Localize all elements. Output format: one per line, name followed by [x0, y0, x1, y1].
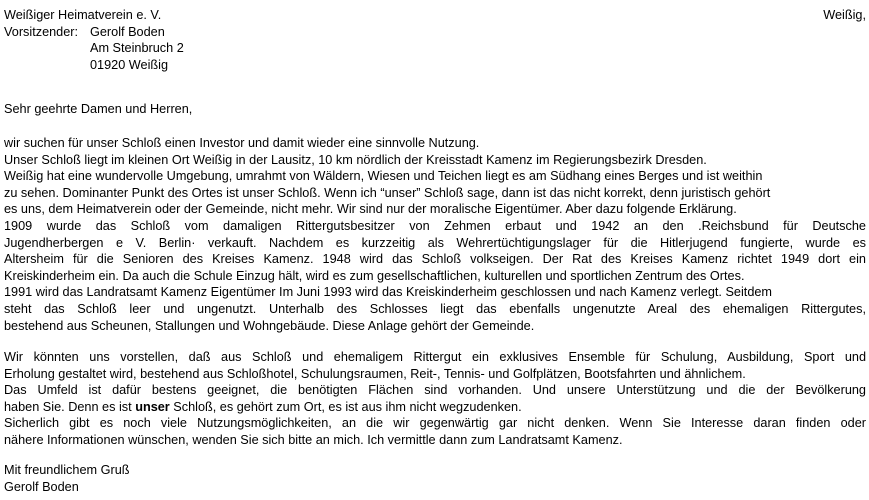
sender-address — [4, 8, 184, 74]
para1-line: wir suchen für unser Schloß einen Investor und damit wieder eine sinnvolle Nutzung. — [4, 136, 480, 150]
para1-line: 1991 wird das Landratsamt Kamenz Eigentümer Im Juni 1993 wird das Kreiskinderheim geschlossen und nach Kamenz verlegt. Seitdem — [4, 285, 772, 300]
para2-line: Wir könnten uns vorstellen, daß aus Schloß und ehemaligem Rittergut ein exklusives Ensemble für Schulung, Ausbildung, Sport und — [4, 350, 866, 364]
city: 01920 Weißig — [90, 57, 169, 72]
para1-line: bestehend aus Scheunen, Stallungen und Wohngebäude. Diese Anlage gehört der Gemeinde. — [4, 318, 535, 333]
chair-line — [4, 25, 184, 42]
para1-line: Kreiskinderheim ein. Da auch die Schule Einzug hält, wird es zum gesellschaftlichen, kulturellen und sportlichen Zentrum des Ortes. — [4, 268, 745, 283]
paragraph-proposal — [4, 349, 866, 449]
para1-line: 1909 wurde das Schloß vom damaligen Rittergutsbesitzer von Zehmen erbaut und 1942 an den .Reichsbund für Deutsche — [4, 218, 866, 233]
chair-label: Vorsitzender: — [4, 24, 79, 39]
para1-line: Altersheim für die Senioren des Kreises Kamenz. 1948 wird das Schloß volkseigen. Der Rat des Kreises Kamenz richtet 1949 dort ein — [4, 252, 866, 267]
para2-line: nähere Informationen wünschen, wenden Sie sich bitte an mich. Ich vermittle dann zum Landratsamt Kamenz. — [4, 432, 623, 447]
para2-line — [4, 399, 866, 416]
para1-line: steht das Schloß leer und ungenutzt. Unterhalb des Schlosses liegt das ebenfalls ungenutzte Areal des ehemaligen Rittergutes, — [4, 301, 866, 316]
para1-line: Jugendherbergen e V. Berlin· verkauft. Nachdem es kurzzeitig als Wehrertüchtigungslager für die Hitlerjugend fungierte, wurde es — [4, 235, 866, 250]
para2-line: Erholung gestaltet wird, bestehend aus Schloßhotel, Schulungsraumen, Reit-, Tennis- und Golfplätzen, Bootsfahrten und ähnlichem. — [4, 366, 746, 381]
closing-block — [4, 462, 866, 495]
place-date: Weißig, — [823, 8, 866, 22]
para1-line: es uns, dem Heimatverein oder der Gemeinde, nicht mehr. Wir sind nur der moralische Eigentümer. Aber dazu folgende Erklärung. — [4, 202, 737, 217]
para1-line: zu sehen. Dominanter Punkt des Ortes ist unser Schloß. Wenn ich “unser” Schloß sage, dann ist das nicht korrekt, denn juristisch gehört — [4, 185, 771, 200]
closing: Mit freundlichem Gruß — [4, 463, 130, 477]
greeting — [4, 101, 866, 118]
para2-line: Sicherlich gibt es noch viele Nutzungsmöglichkeiten, an die wir gegenwärtig gar nicht denken. Wenn Sie Interesse daran finden oder — [4, 416, 866, 431]
street: Am Steinbruch 2 — [90, 41, 184, 55]
para1-line: Unser Schloß liegt im kleinen Ort Weißig in der Lausitz, 10 km nördlich der Kreisstadt Kamenz im Regierungsbezirk Dresden. — [4, 152, 707, 167]
signature: Gerolf Boden — [4, 479, 79, 494]
para1-line: Weißig hat eine wundervolle Umgebung, umrahmt von Wäldern, Wiesen und Teichen liegt es am Südhang eines Berges und ist weithin — [4, 169, 763, 184]
org-name: Weißiger Heimatverein e. V. — [4, 8, 162, 22]
paragraph-main — [4, 135, 866, 334]
para2-text: Schloß, es gehört zum Ort, es ist aus ihm nicht wegzudenken. — [169, 399, 522, 414]
emphasis-unser: unser — [135, 399, 170, 414]
para2-line: Das Umfeld ist dafür bestens geeignet, die benötigten Flächen sind vorhanden. Und unsere Unterstützung und die der Bevölkerung — [4, 383, 866, 398]
para2-text: haben Sie. Denn es ist — [4, 399, 136, 414]
chair-name: Gerolf Boden — [90, 24, 165, 39]
greeting-line: Sehr geehrte Damen und Herren, — [4, 102, 193, 116]
